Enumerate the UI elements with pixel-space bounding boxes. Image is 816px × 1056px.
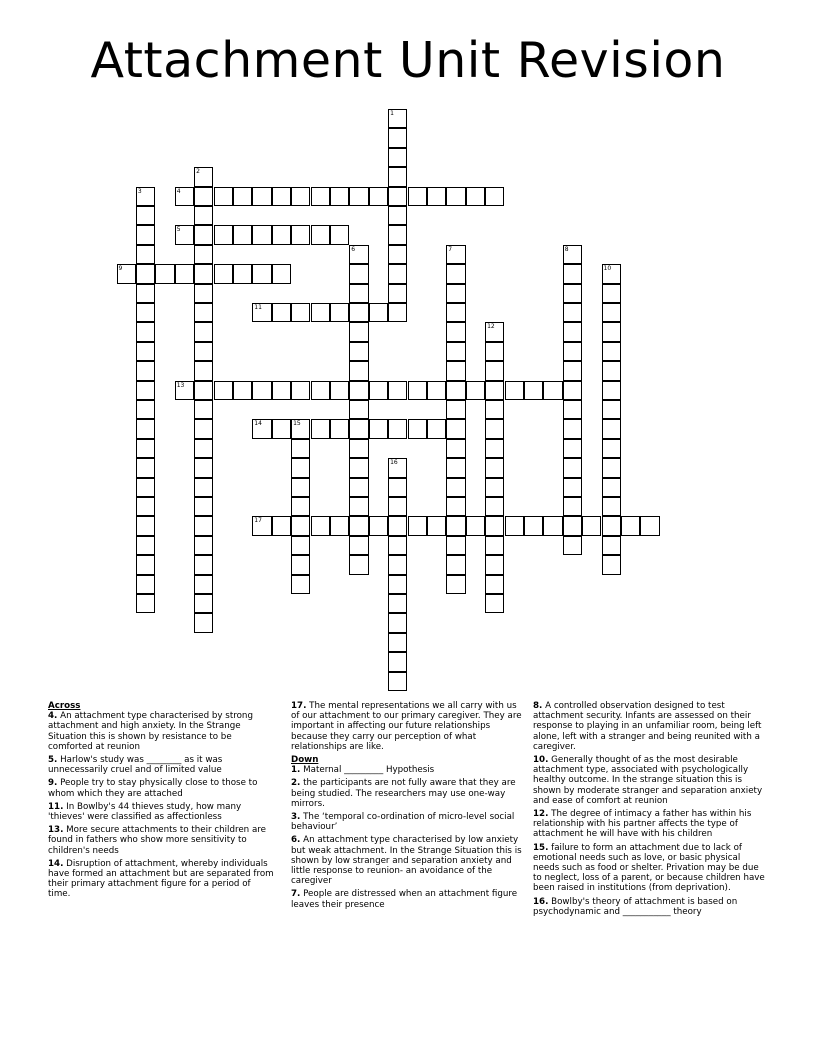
clue-number: 8	[564, 245, 569, 253]
grid-cell[interactable]	[194, 225, 213, 244]
grid-cell[interactable]	[388, 419, 407, 438]
clue-number: 14	[254, 420, 262, 428]
across-heading: Across	[48, 701, 81, 711]
grid-cell[interactable]	[524, 516, 543, 535]
grid-cell[interactable]	[563, 342, 582, 361]
grid-cell[interactable]	[136, 264, 155, 283]
grid-cell[interactable]	[349, 264, 368, 283]
grid-cell[interactable]	[485, 439, 504, 458]
grid-cell[interactable]	[117, 264, 136, 283]
grid-cell[interactable]	[136, 439, 155, 458]
grid-cell[interactable]	[175, 264, 194, 283]
grid-cell[interactable]	[388, 575, 407, 594]
grid-cell[interactable]	[233, 225, 252, 244]
grid-cell[interactable]	[388, 245, 407, 264]
grid-cell[interactable]	[194, 187, 213, 206]
grid-cell[interactable]	[563, 536, 582, 555]
grid-cell[interactable]	[485, 594, 504, 613]
grid-cell[interactable]	[214, 225, 233, 244]
grid-cell[interactable]	[446, 264, 465, 283]
grid-cell[interactable]	[233, 264, 252, 283]
grid-cell[interactable]	[543, 516, 562, 535]
down-clue-15: 15. failure to form an attachment due to lack of emotional needs such as love, or basic physical needs such as food or shelter. Privation may be due to neglect, loss of a parent, or because children have been raised in institutions (from deprivation).	[533, 842, 765, 894]
grid-cell[interactable]	[446, 245, 465, 264]
grid-cell[interactable]	[582, 516, 601, 535]
down-clue-6: 6. An attachment type characterised by low anxiety but weak attachment. In the Strange Situation this is shown by low stranger and separation anxiety and little response to reunion- an avoidance of the caregiver	[291, 835, 522, 887]
grid-cell[interactable]	[311, 381, 330, 400]
grid-cell[interactable]	[252, 303, 271, 322]
grid-cell[interactable]	[194, 497, 213, 516]
grid-cell[interactable]	[485, 516, 504, 535]
grid-cell[interactable]	[349, 284, 368, 303]
grid-cell[interactable]	[349, 361, 368, 380]
grid-cell[interactable]	[330, 381, 349, 400]
grid-cell[interactable]	[388, 672, 407, 691]
grid-cell[interactable]	[136, 555, 155, 574]
grid-cell[interactable]	[485, 555, 504, 574]
grid-cell[interactable]	[563, 361, 582, 380]
across-clue-11: 11. In Bowlby's 44 thieves study, how many 'thieves' were classified as affectionless	[48, 801, 242, 823]
grid-cell[interactable]	[485, 536, 504, 555]
grid-cell[interactable]	[291, 187, 310, 206]
grid-cell[interactable]	[194, 419, 213, 438]
grid-cell[interactable]	[602, 264, 621, 283]
grid-cell[interactable]	[311, 187, 330, 206]
across-clue-17: 17. The mental representations we all carry with us of our attachment to our primary caregiver. They are important in affecting our future relationships because they carry our perception of what relationships are like.	[291, 701, 522, 752]
grid-cell[interactable]	[194, 536, 213, 555]
grid-cell[interactable]	[214, 264, 233, 283]
grid-cell[interactable]	[349, 536, 368, 555]
grid-cell[interactable]	[349, 400, 368, 419]
grid-cell[interactable]	[427, 381, 446, 400]
grid-cell[interactable]	[252, 516, 271, 535]
grid-cell[interactable]	[194, 361, 213, 380]
grid-cell[interactable]	[136, 497, 155, 516]
grid-cell[interactable]	[272, 187, 291, 206]
grid-cell[interactable]	[369, 187, 388, 206]
grid-cell[interactable]	[485, 478, 504, 497]
grid-cell[interactable]	[388, 303, 407, 322]
grid-cell[interactable]	[175, 225, 194, 244]
grid-cell[interactable]	[446, 322, 465, 341]
grid-cell[interactable]	[388, 536, 407, 555]
grid-cell[interactable]	[330, 225, 349, 244]
grid-cell[interactable]	[388, 497, 407, 516]
clues-column-2	[291, 701, 525, 913]
grid-cell[interactable]	[349, 381, 368, 400]
grid-cell[interactable]	[388, 167, 407, 186]
grid-cell[interactable]	[291, 536, 310, 555]
grid-cell[interactable]	[446, 536, 465, 555]
grid-cell[interactable]	[427, 187, 446, 206]
grid-cell[interactable]	[136, 206, 155, 225]
grid-cell[interactable]	[602, 516, 621, 535]
grid-cell[interactable]	[272, 303, 291, 322]
grid-cell[interactable]	[136, 245, 155, 264]
grid-cell[interactable]	[446, 439, 465, 458]
grid-cell[interactable]	[543, 381, 562, 400]
grid-cell[interactable]	[446, 400, 465, 419]
grid-cell[interactable]	[485, 575, 504, 594]
grid-cell[interactable]	[311, 516, 330, 535]
grid-cell[interactable]	[194, 575, 213, 594]
down-clue-2: 2. the participants are not fully aware that they are being studied. The researchers may use one-way mirrors.	[291, 778, 516, 809]
grid-cell[interactable]	[466, 516, 485, 535]
grid-cell[interactable]	[563, 322, 582, 341]
clue-number: 15	[293, 420, 301, 428]
grid-cell[interactable]	[136, 478, 155, 497]
down-clue-16: 16. Bowlby's theory of attachment is based on psychodynamic and ___________ theory	[533, 896, 738, 917]
grid-cell[interactable]	[466, 381, 485, 400]
clues-column-1	[48, 701, 274, 903]
grid-cell[interactable]	[291, 381, 310, 400]
clue-number: 7	[448, 245, 453, 253]
clue-number: 1	[390, 110, 394, 117]
grid-cell[interactable]	[136, 516, 155, 535]
grid-cell[interactable]	[602, 381, 621, 400]
grid-cell[interactable]	[388, 652, 407, 671]
grid-cell[interactable]	[602, 342, 621, 361]
grid-cell[interactable]	[349, 555, 368, 574]
grid-cell[interactable]	[291, 575, 310, 594]
grid-cell[interactable]	[388, 594, 407, 613]
grid-cell[interactable]	[505, 381, 524, 400]
grid-cell[interactable]	[291, 225, 310, 244]
grid-cell[interactable]	[369, 381, 388, 400]
grid-cell[interactable]	[388, 516, 407, 535]
grid-cell[interactable]	[446, 458, 465, 477]
grid-cell[interactable]	[136, 303, 155, 322]
clue-number: 9	[118, 265, 123, 273]
grid-cell[interactable]	[369, 516, 388, 535]
grid-cell[interactable]	[349, 516, 368, 535]
grid-cell[interactable]	[136, 419, 155, 438]
grid-cell[interactable]	[272, 516, 291, 535]
grid-cell[interactable]	[563, 303, 582, 322]
grid-cell[interactable]	[369, 419, 388, 438]
grid-cell[interactable]	[602, 361, 621, 380]
down-heading: Down	[291, 755, 319, 766]
grid-cell[interactable]	[446, 187, 465, 206]
grid-cell[interactable]	[427, 419, 446, 438]
grid-cell[interactable]	[446, 303, 465, 322]
grid-cell[interactable]	[602, 458, 621, 477]
clue-number: 12	[487, 323, 495, 331]
across-clue-5: 5. Harlow's study was ________ as it was unnecessarily cruel and of limited value	[48, 755, 223, 776]
grid-cell[interactable]	[446, 497, 465, 516]
grid-cell[interactable]	[311, 303, 330, 322]
grid-cell[interactable]	[311, 419, 330, 438]
across-clue-4: 4. An attachment type characterised by strong attachment and high anxiety. In the Strange Situation this is shown by resistance to be comforted at reunion	[48, 711, 253, 752]
grid-cell[interactable]	[485, 361, 504, 380]
grid-cell[interactable]	[136, 361, 155, 380]
grid-cell[interactable]	[388, 225, 407, 244]
grid-cell[interactable]	[291, 516, 310, 535]
grid-cell[interactable]	[388, 555, 407, 574]
grid-cell[interactable]	[194, 555, 213, 574]
grid-cell[interactable]	[330, 187, 349, 206]
grid-cell[interactable]	[175, 381, 194, 400]
grid-cell[interactable]	[194, 516, 213, 535]
grid-cell[interactable]	[194, 284, 213, 303]
grid-cell[interactable]	[408, 381, 427, 400]
across-clue-13: 13. More secure attachments to their children are found in fathers who show more sensitivity to children's needs	[48, 825, 266, 856]
grid-cell[interactable]	[252, 225, 271, 244]
clue-number: 16	[390, 459, 398, 467]
grid-cell[interactable]	[214, 187, 233, 206]
grid-cell[interactable]	[194, 245, 213, 264]
down-clue-7: 7. People are distressed when an attachment figure leaves their presence	[291, 889, 518, 910]
grid-cell[interactable]	[388, 478, 407, 497]
grid-cell[interactable]	[194, 458, 213, 477]
grid-cell[interactable]	[563, 516, 582, 535]
grid-cell[interactable]	[388, 284, 407, 303]
grid-cell[interactable]	[485, 381, 504, 400]
grid-cell[interactable]	[194, 206, 213, 225]
grid-cell[interactable]	[563, 400, 582, 419]
grid-cell[interactable]	[136, 400, 155, 419]
grid-cell[interactable]	[272, 381, 291, 400]
grid-cell[interactable]	[194, 303, 213, 322]
grid-cell[interactable]	[446, 478, 465, 497]
grid-cell[interactable]	[291, 555, 310, 574]
down-clue-12: 12. The degree of intimacy a father has within his relationship with his partner affects the type of attachment he will have with his children	[533, 809, 752, 840]
grid-cell[interactable]	[446, 361, 465, 380]
grid-cell[interactable]	[194, 167, 213, 186]
grid-cell[interactable]	[388, 128, 407, 147]
grid-cell[interactable]	[194, 594, 213, 613]
grid-cell[interactable]	[194, 478, 213, 497]
grid-cell[interactable]	[485, 342, 504, 361]
grid-cell[interactable]	[388, 633, 407, 652]
grid-cell[interactable]	[388, 206, 407, 225]
grid-cell[interactable]	[349, 322, 368, 341]
grid-cell[interactable]	[485, 400, 504, 419]
grid-cell[interactable]	[388, 264, 407, 283]
grid-cell[interactable]	[252, 264, 271, 283]
grid-cell[interactable]	[563, 264, 582, 283]
grid-cell[interactable]	[175, 187, 194, 206]
grid-cell[interactable]	[291, 478, 310, 497]
grid-cell[interactable]	[446, 516, 465, 535]
grid-cell[interactable]	[446, 342, 465, 361]
grid-cell[interactable]	[563, 458, 582, 477]
grid-cell[interactable]	[563, 381, 582, 400]
grid-cell[interactable]	[388, 109, 407, 128]
grid-cell[interactable]	[194, 439, 213, 458]
grid-cell[interactable]	[408, 419, 427, 438]
grid-cell[interactable]	[233, 187, 252, 206]
across-clue-9: 9. People try to stay physically close to those to whom which they are attached	[48, 778, 258, 799]
grid-cell[interactable]	[252, 187, 271, 206]
grid-cell[interactable]	[136, 284, 155, 303]
grid-cell[interactable]	[446, 381, 465, 400]
grid-cell[interactable]	[349, 342, 368, 361]
grid-cell[interactable]	[524, 381, 543, 400]
down-clue-10: 10. Generally thought of as the most desirable attachment type, associated with psychologically healthy outcome. In the strange situation this is shown by moderate stranger and separation anxiety and ease of comfort at reunion	[533, 755, 763, 806]
grid-cell[interactable]	[194, 322, 213, 341]
down-clue-1: 1. Maternal _________ Hypothesis	[291, 765, 435, 776]
grid-cell[interactable]	[485, 497, 504, 516]
grid-cell[interactable]	[291, 458, 310, 477]
grid-cell[interactable]	[194, 381, 213, 400]
grid-cell[interactable]	[485, 187, 504, 206]
grid-cell[interactable]	[330, 303, 349, 322]
grid-cell[interactable]	[155, 264, 174, 283]
grid-cell[interactable]	[194, 400, 213, 419]
grid-cell[interactable]	[466, 187, 485, 206]
grid-cell[interactable]	[563, 284, 582, 303]
grid-cell[interactable]	[349, 419, 368, 438]
grid-cell[interactable]	[563, 478, 582, 497]
across-clue-14: 14. Disruption of attachment, whereby individuals have formed an attachment but are separated from their primary attachment figure for a period of time.	[48, 858, 274, 900]
clue-number: 17	[254, 517, 262, 525]
grid-cell[interactable]	[602, 439, 621, 458]
grid-cell[interactable]	[194, 264, 213, 283]
grid-cell[interactable]	[136, 225, 155, 244]
grid-cell[interactable]	[388, 613, 407, 632]
grid-cell[interactable]	[602, 478, 621, 497]
grid-cell[interactable]	[602, 284, 621, 303]
grid-cell[interactable]	[349, 187, 368, 206]
grid-cell[interactable]	[136, 342, 155, 361]
grid-cell[interactable]	[640, 516, 659, 535]
grid-cell[interactable]	[388, 381, 407, 400]
grid-cell[interactable]	[136, 594, 155, 613]
grid-cell[interactable]	[349, 303, 368, 322]
grid-cell[interactable]	[349, 497, 368, 516]
clue-number: 6	[351, 245, 356, 253]
down-clue-8: 8. A controlled observation designed to test attachment security. Infants are assessed on their response to playing in an unfamiliar room, being left alone, left with a stranger and being reunited with a caregiver.	[533, 701, 762, 752]
grid-cell[interactable]	[330, 516, 349, 535]
grid-cell[interactable]	[446, 555, 465, 574]
grid-cell[interactable]	[369, 303, 388, 322]
grid-cell[interactable]	[291, 303, 310, 322]
grid-cell[interactable]	[621, 516, 640, 535]
grid-cell[interactable]	[485, 419, 504, 438]
grid-cell[interactable]	[272, 419, 291, 438]
grid-cell[interactable]	[311, 225, 330, 244]
grid-cell[interactable]	[446, 284, 465, 303]
grid-cell[interactable]	[602, 419, 621, 438]
grid-cell[interactable]	[563, 245, 582, 264]
clues-column-3	[533, 701, 769, 920]
grid-cell[interactable]	[446, 419, 465, 438]
grid-cell[interactable]	[194, 613, 213, 632]
grid-cell[interactable]	[136, 381, 155, 400]
grid-cell[interactable]	[563, 419, 582, 438]
grid-cell[interactable]	[194, 342, 213, 361]
grid-cell[interactable]	[272, 264, 291, 283]
grid-cell[interactable]	[272, 225, 291, 244]
grid-cell[interactable]	[330, 419, 349, 438]
grid-cell[interactable]	[136, 322, 155, 341]
grid-cell[interactable]	[136, 575, 155, 594]
grid-cell[interactable]	[291, 439, 310, 458]
clue-number: 5	[176, 226, 181, 234]
grid-cell[interactable]	[602, 555, 621, 574]
grid-cell[interactable]	[349, 458, 368, 477]
grid-cell[interactable]	[349, 245, 368, 264]
grid-cell[interactable]	[408, 187, 427, 206]
clue-number: 10	[603, 265, 612, 273]
grid-cell[interactable]	[602, 303, 621, 322]
grid-cell[interactable]	[136, 536, 155, 555]
grid-cell[interactable]	[485, 322, 504, 341]
clue-number: 3	[137, 187, 142, 195]
grid-cell[interactable]	[233, 381, 252, 400]
grid-cell[interactable]	[349, 439, 368, 458]
grid-cell[interactable]	[388, 187, 407, 206]
clue-number: 2	[196, 168, 200, 176]
grid-cell[interactable]	[563, 439, 582, 458]
grid-cell[interactable]	[214, 381, 233, 400]
grid-cell[interactable]	[136, 187, 155, 206]
grid-cell[interactable]	[388, 148, 407, 167]
grid-cell[interactable]	[505, 516, 524, 535]
page-title: Attachment Unit Revision	[90, 32, 726, 89]
grid-cell[interactable]	[136, 458, 155, 477]
grid-cell[interactable]	[349, 478, 368, 497]
grid-cell[interactable]	[563, 497, 582, 516]
grid-cell[interactable]	[602, 322, 621, 341]
grid-cell[interactable]	[252, 419, 271, 438]
clue-number: 11	[254, 304, 262, 311]
grid-cell[interactable]	[427, 516, 446, 535]
grid-cell[interactable]	[408, 516, 427, 535]
grid-cell[interactable]	[602, 536, 621, 555]
grid-cell[interactable]	[291, 497, 310, 516]
grid-cell[interactable]	[388, 458, 407, 477]
grid-cell[interactable]	[602, 400, 621, 419]
clue-number: 13	[176, 381, 185, 389]
grid-cell[interactable]	[291, 419, 310, 438]
grid-cell[interactable]	[252, 381, 271, 400]
grid-cell[interactable]	[602, 497, 621, 516]
grid-cell[interactable]	[446, 575, 465, 594]
clue-number: 4	[176, 187, 181, 195]
grid-cell[interactable]	[485, 458, 504, 477]
down-clue-3: 3. The ‘temporal co-ordination of micro-level social behaviour’	[291, 812, 515, 833]
